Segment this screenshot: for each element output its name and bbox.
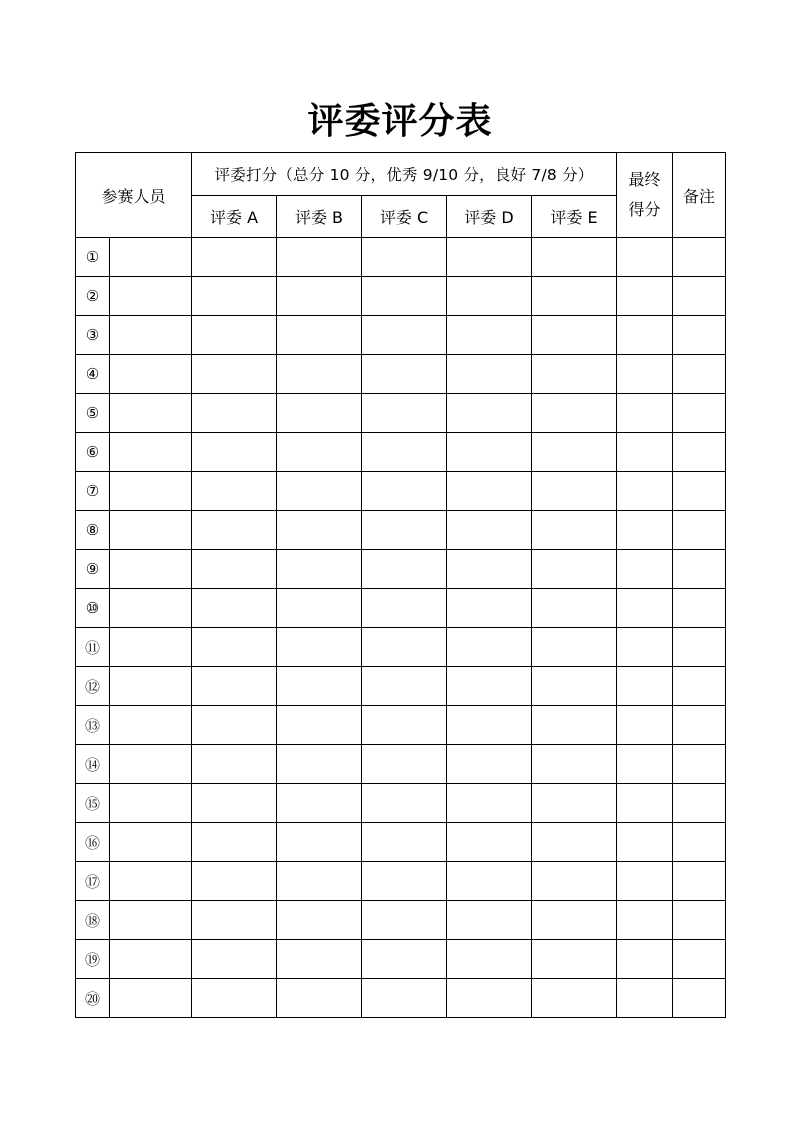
judge-b-header: 评委 B xyxy=(277,196,362,238)
judge-a-score-cell xyxy=(192,667,277,706)
judge-c-score-cell xyxy=(362,667,447,706)
table-row xyxy=(76,667,726,706)
judge-a-score-cell xyxy=(192,862,277,901)
final-score-cell xyxy=(617,394,673,433)
table-row xyxy=(76,901,726,940)
judge-b-score-cell xyxy=(277,706,362,745)
judge-c-score-cell xyxy=(362,628,447,667)
row-number: ⑧ xyxy=(76,511,110,550)
judge-c-score-cell xyxy=(362,550,447,589)
final-score-cell xyxy=(617,940,673,979)
judge-a-header: 评委 A xyxy=(192,196,277,238)
judge-e-score-cell xyxy=(532,628,617,667)
remarks-cell xyxy=(673,823,726,862)
judge-b-score-cell xyxy=(277,316,362,355)
final-score-cell xyxy=(617,238,673,277)
final-score-header xyxy=(617,153,673,238)
row-number: ⑬ xyxy=(76,706,110,745)
judge-b-score-cell xyxy=(277,589,362,628)
table-row xyxy=(76,394,726,433)
final-score-cell xyxy=(617,823,673,862)
judge-d-score-cell xyxy=(447,550,532,589)
participant-name-cell xyxy=(110,394,192,433)
judges-group-header: 评委打分（总分 10 分，优秀 9/10 分，良好 7/8 分） xyxy=(192,153,617,196)
table-body xyxy=(76,238,726,1018)
remarks-cell xyxy=(673,979,726,1018)
judge-c-score-cell xyxy=(362,277,447,316)
judge-e-score-cell xyxy=(532,667,617,706)
judge-a-score-cell xyxy=(192,472,277,511)
judge-d-score-cell xyxy=(447,745,532,784)
judge-c-score-cell xyxy=(362,979,447,1018)
judge-d-score-cell xyxy=(447,667,532,706)
table-row xyxy=(76,628,726,667)
judge-c-score-cell xyxy=(362,901,447,940)
remarks-cell xyxy=(673,355,726,394)
judge-a-score-cell xyxy=(192,823,277,862)
judge-c-score-cell xyxy=(362,823,447,862)
judge-d-score-cell xyxy=(447,511,532,550)
row-number: ⑩ xyxy=(76,589,110,628)
participant-name-cell xyxy=(110,589,192,628)
remarks-cell xyxy=(673,667,726,706)
row-number: ⑯ xyxy=(76,823,110,862)
page-title: 评委评分表 xyxy=(307,100,493,142)
final-score-cell xyxy=(617,901,673,940)
judge-b-score-cell xyxy=(277,823,362,862)
header-row-1 xyxy=(76,153,726,196)
final-score-cell xyxy=(617,277,673,316)
judge-e-score-cell xyxy=(532,511,617,550)
row-number: ⑭ xyxy=(76,745,110,784)
judge-e-score-cell xyxy=(532,472,617,511)
final-score-cell xyxy=(617,745,673,784)
judge-e-score-cell xyxy=(532,745,617,784)
row-number: ① xyxy=(76,238,110,277)
row-number: ⑨ xyxy=(76,550,110,589)
judge-e-score-cell xyxy=(532,901,617,940)
judge-d-score-cell xyxy=(447,706,532,745)
judge-d-score-cell xyxy=(447,940,532,979)
remarks-cell xyxy=(673,589,726,628)
table-row xyxy=(76,784,726,823)
judge-b-score-cell xyxy=(277,901,362,940)
row-number: ⑲ xyxy=(76,940,110,979)
remarks-cell xyxy=(673,940,726,979)
judge-d-score-cell xyxy=(447,277,532,316)
judge-b-score-cell xyxy=(277,277,362,316)
participant-name-cell xyxy=(110,277,192,316)
judge-a-score-cell xyxy=(192,316,277,355)
judge-b-score-cell xyxy=(277,667,362,706)
judge-c-score-cell xyxy=(362,394,447,433)
judge-c-score-cell xyxy=(362,433,447,472)
judge-e-score-cell xyxy=(532,277,617,316)
judge-c-score-cell xyxy=(362,355,447,394)
participants-header: 参赛人员 xyxy=(76,153,192,238)
judge-a-score-cell xyxy=(192,433,277,472)
judge-d-score-cell xyxy=(447,979,532,1018)
judge-e-score-cell xyxy=(532,823,617,862)
participant-name-cell xyxy=(110,355,192,394)
judge-d-score-cell xyxy=(447,784,532,823)
participant-name-cell xyxy=(110,706,192,745)
judge-d-score-cell xyxy=(447,433,532,472)
remarks-cell xyxy=(673,277,726,316)
participant-name-cell xyxy=(110,784,192,823)
remarks-cell xyxy=(673,784,726,823)
table-row xyxy=(76,940,726,979)
judge-a-score-cell xyxy=(192,238,277,277)
row-number: ⑱ xyxy=(76,901,110,940)
table-row xyxy=(76,472,726,511)
judge-a-score-cell xyxy=(192,784,277,823)
final-score-cell xyxy=(617,628,673,667)
row-number: ② xyxy=(76,277,110,316)
judge-e-score-cell xyxy=(532,589,617,628)
row-number: ⑦ xyxy=(76,472,110,511)
row-number: ⑪ xyxy=(76,628,110,667)
judge-b-score-cell xyxy=(277,433,362,472)
judge-e-score-cell xyxy=(532,979,617,1018)
table-row xyxy=(76,355,726,394)
judge-b-score-cell xyxy=(277,355,362,394)
judge-c-score-cell xyxy=(362,472,447,511)
participant-name-cell xyxy=(110,979,192,1018)
judge-c-score-cell xyxy=(362,862,447,901)
participant-name-cell xyxy=(110,472,192,511)
table-row xyxy=(76,277,726,316)
judge-d-score-cell xyxy=(447,589,532,628)
remarks-cell xyxy=(673,472,726,511)
row-number: ⑳ xyxy=(76,979,110,1018)
judge-b-score-cell xyxy=(277,979,362,1018)
judge-e-score-cell xyxy=(532,238,617,277)
table-row xyxy=(76,745,726,784)
final-score-cell xyxy=(617,979,673,1018)
table-row xyxy=(76,238,726,277)
final-score-cell xyxy=(617,667,673,706)
remarks-cell xyxy=(673,862,726,901)
judge-d-score-cell xyxy=(447,628,532,667)
final-score-cell xyxy=(617,511,673,550)
judge-a-score-cell xyxy=(192,394,277,433)
remarks-cell xyxy=(673,511,726,550)
row-number: ⑤ xyxy=(76,394,110,433)
final-score-cell xyxy=(617,589,673,628)
final-score-cell xyxy=(617,433,673,472)
judge-e-score-cell xyxy=(532,706,617,745)
final-score-header-line2: 得分 xyxy=(628,200,661,219)
judge-d-score-cell xyxy=(447,238,532,277)
remarks-cell xyxy=(673,316,726,355)
table-row xyxy=(76,550,726,589)
remarks-cell xyxy=(673,706,726,745)
row-number: ④ xyxy=(76,355,110,394)
judge-e-score-cell xyxy=(532,784,617,823)
judge-c-score-cell xyxy=(362,511,447,550)
judge-c-score-cell xyxy=(362,706,447,745)
judge-c-header: 评委 C xyxy=(362,196,447,238)
final-score-cell xyxy=(617,316,673,355)
judge-e-score-cell xyxy=(532,394,617,433)
judge-c-score-cell xyxy=(362,745,447,784)
participant-name-cell xyxy=(110,667,192,706)
table-row xyxy=(76,862,726,901)
judge-d-score-cell xyxy=(447,901,532,940)
remarks-cell xyxy=(673,238,726,277)
final-score-cell xyxy=(617,550,673,589)
table-row xyxy=(76,511,726,550)
judge-d-score-cell xyxy=(447,316,532,355)
judge-c-score-cell xyxy=(362,784,447,823)
participant-name-cell xyxy=(110,238,192,277)
scoring-table xyxy=(75,152,726,1018)
participant-name-cell xyxy=(110,901,192,940)
judge-d-score-cell xyxy=(447,823,532,862)
remarks-cell xyxy=(673,550,726,589)
judge-e-score-cell xyxy=(532,433,617,472)
judge-e-header: 评委 E xyxy=(532,196,617,238)
judge-d-header: 评委 D xyxy=(447,196,532,238)
participant-name-cell xyxy=(110,511,192,550)
final-score-header-line1: 最终 xyxy=(628,170,661,189)
judge-a-score-cell xyxy=(192,628,277,667)
final-score-cell xyxy=(617,862,673,901)
remarks-cell xyxy=(673,745,726,784)
judge-b-score-cell xyxy=(277,862,362,901)
judge-a-score-cell xyxy=(192,550,277,589)
judge-a-score-cell xyxy=(192,979,277,1018)
final-score-cell xyxy=(617,355,673,394)
table-row xyxy=(76,706,726,745)
judge-b-score-cell xyxy=(277,511,362,550)
participant-name-cell xyxy=(110,940,192,979)
judge-b-score-cell xyxy=(277,745,362,784)
row-number: ⑫ xyxy=(76,667,110,706)
participant-name-cell xyxy=(110,862,192,901)
judge-a-score-cell xyxy=(192,277,277,316)
table-row xyxy=(76,433,726,472)
remarks-cell xyxy=(673,394,726,433)
remarks-cell xyxy=(673,433,726,472)
row-number: ⑮ xyxy=(76,784,110,823)
row-number: ③ xyxy=(76,316,110,355)
participant-name-cell xyxy=(110,745,192,784)
participant-name-cell xyxy=(110,316,192,355)
judge-e-score-cell xyxy=(532,355,617,394)
judge-b-score-cell xyxy=(277,784,362,823)
judge-b-score-cell xyxy=(277,628,362,667)
table-row xyxy=(76,316,726,355)
participant-name-cell xyxy=(110,550,192,589)
judge-a-score-cell xyxy=(192,355,277,394)
table-row xyxy=(76,823,726,862)
participant-name-cell xyxy=(110,628,192,667)
judge-d-score-cell xyxy=(447,862,532,901)
remarks-cell xyxy=(673,628,726,667)
judge-a-score-cell xyxy=(192,511,277,550)
remarks-header: 备注 xyxy=(673,153,726,238)
judge-a-score-cell xyxy=(192,940,277,979)
judge-b-score-cell xyxy=(277,940,362,979)
judge-c-score-cell xyxy=(362,940,447,979)
final-score-cell xyxy=(617,784,673,823)
table-row xyxy=(76,979,726,1018)
table-row xyxy=(76,589,726,628)
judge-e-score-cell xyxy=(532,940,617,979)
judge-c-score-cell xyxy=(362,589,447,628)
judge-a-score-cell xyxy=(192,706,277,745)
judge-a-score-cell xyxy=(192,745,277,784)
judge-b-score-cell xyxy=(277,238,362,277)
judge-c-score-cell xyxy=(362,316,447,355)
final-score-cell xyxy=(617,472,673,511)
judge-b-score-cell xyxy=(277,472,362,511)
judge-c-score-cell xyxy=(362,238,447,277)
judge-d-score-cell xyxy=(447,355,532,394)
participant-name-cell xyxy=(110,433,192,472)
judge-b-score-cell xyxy=(277,394,362,433)
judge-e-score-cell xyxy=(532,550,617,589)
row-number: ⑥ xyxy=(76,433,110,472)
judge-a-score-cell xyxy=(192,901,277,940)
remarks-cell xyxy=(673,901,726,940)
judge-a-score-cell xyxy=(192,589,277,628)
judge-d-score-cell xyxy=(447,394,532,433)
judge-e-score-cell xyxy=(532,316,617,355)
participant-name-cell xyxy=(110,823,192,862)
judge-b-score-cell xyxy=(277,550,362,589)
final-score-cell xyxy=(617,706,673,745)
judge-d-score-cell xyxy=(447,472,532,511)
row-number: ⑰ xyxy=(76,862,110,901)
judge-e-score-cell xyxy=(532,862,617,901)
